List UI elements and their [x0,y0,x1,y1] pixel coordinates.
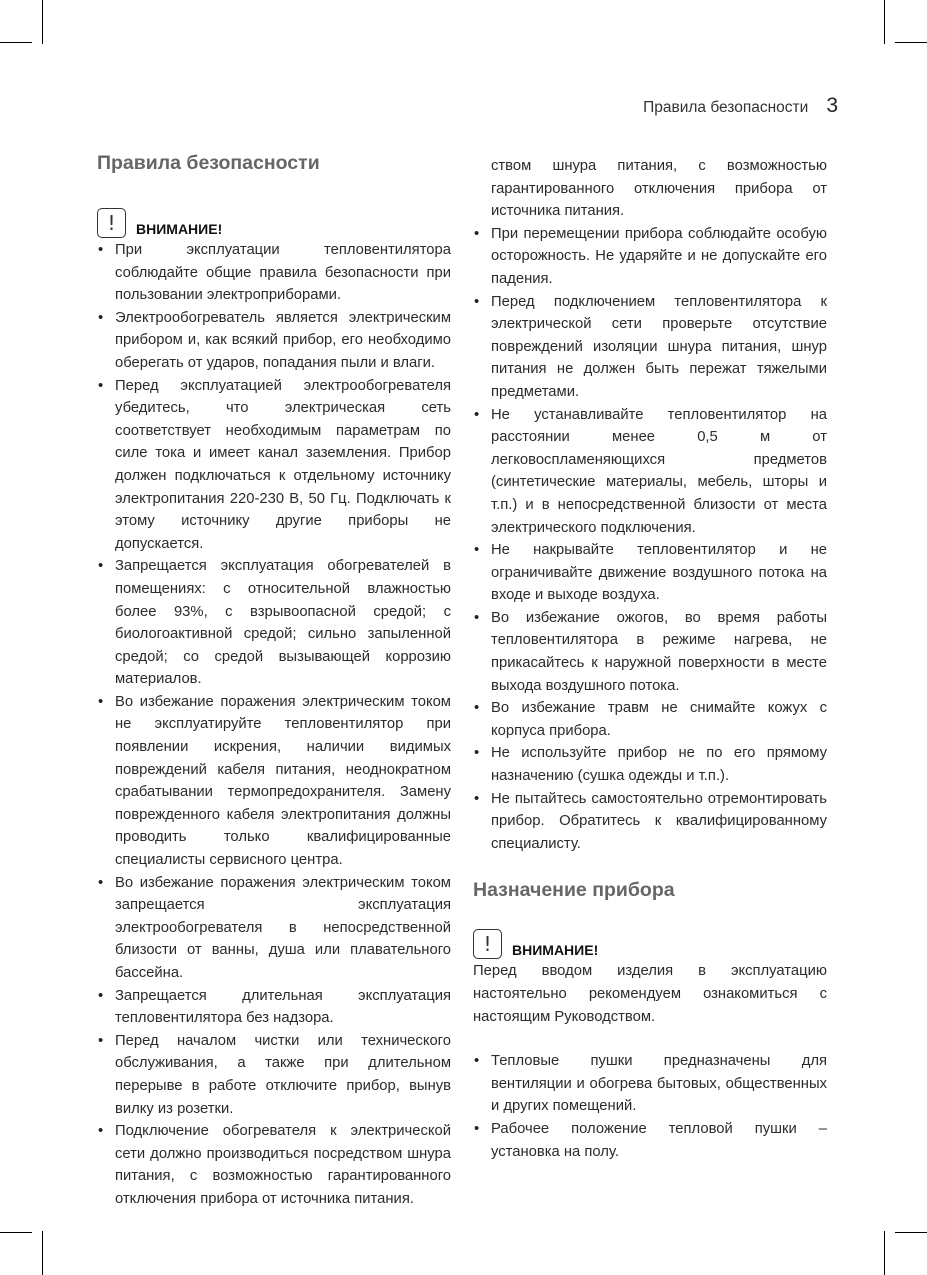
warning-label: ВНИМАНИЕ! [136,221,223,237]
list-item: • Рабочее положение тепловой пушки – установка на полу. [473,1118,827,1163]
purpose-list [473,1050,827,1163]
safety-list [97,239,451,1207]
crop-mark [0,1232,32,1233]
crop-mark [895,42,927,43]
list-item: • Подключение обогревателя к электрической сети должно производиться посредством шнура питания, с возможностью гарантированного отключения прибора от источника питания. [97,1120,451,1165]
crop-mark [884,0,885,44]
list-item: • При перемещении прибора соблюдайте особую осторожность. Не ударяйте и не допускайте его падения. [473,223,827,291]
warning-label: ВНИМАНИЕ! [512,942,599,959]
warning-icon: ! [97,208,126,238]
list-item-continuation: ством шнура питания, с возможностью гарантированного отключения прибора от источника питания. [491,158,827,220]
crop-mark [42,1231,43,1275]
crop-mark [0,42,32,43]
crop-mark [884,1231,885,1275]
list-item: • Не используйте прибор не по его прямому назначению (сушка одежды и т.п.). [473,742,827,787]
list-item: • Тепловые пушки предназначены для вентиляции и обогрева бытовых, общественных и других помещений. [473,1050,827,1118]
list-item: • Запрещается эксплуатация обогревателей в помещениях: с относительной влажностью более 93%, с взрывоопасной средой; с биологоактивной средой; сильно запыленной средой; со средой вызывающей коррозию материалов. [97,555,451,691]
crop-mark [895,1232,927,1233]
safety-warning [97,204,451,238]
right-column [473,155,827,1163]
safety-section-title: Правила безопасности [97,152,320,174]
page-number: 3 [826,94,838,117]
left-column [97,150,451,1207]
list-item: • Во избежание травм не снимайте кожух с корпуса прибора. [473,697,827,742]
safety-list-continued [473,223,827,856]
purpose-intro: Перед вводом изделия в эксплуатацию настоятельно рекомендуем ознакомиться с настоящим Руководством. [473,963,827,1025]
list-item: • Во избежание поражения электрическим током запрещается эксплуатация электрообогревателя в непосредственной близости от ванны, душа или плавательного бассейна. [97,872,451,985]
purpose-section-title: Назначение прибора [473,879,675,902]
list-item: • Перед подключением тепловентилятора к электрической сети проверьте отсутствие повреждений изоляции шнура питания, шнур питания не должен быть пережат тяжелыми предметами. [473,291,827,404]
list-item: • Перед началом чистки или технического обслуживания, а также при длительном перерыве в работе отключите прибор, вынув вилку из розетки. [97,1030,451,1120]
list-item: • Электрообогреватель является электрическим прибором и, как всякий прибор, его необходимо оберегать от ударов, попадания пыли и влаги. [97,307,451,375]
list-item: • Запрещается длительная эксплуатация тепловентилятора без надзора. [97,985,451,1030]
list-item: • При эксплуатации тепловентилятора соблюдайте общие правила безопасности при пользовании электроприборами. [97,239,451,307]
crop-mark [42,0,43,44]
list-item: • Не накрывайте тепловентилятор и не ограничивайте движение воздушного потока на входе и выходе воздуха. [473,539,827,607]
purpose-warning [473,925,827,959]
list-item: • Во избежание ожогов, во время работы тепловентилятора в режиме нагрева, не прикасайтесь к наружной поверхности в месте выхода воздушного потока. [473,607,827,697]
list-item: • Не устанавливайте тепловентилятор на расстоянии менее 0,5 м от легковоспламеняющихся предметов (синтетические материалы, мебель, шторы и т.п.) и в непосредственной близости от места электрического подключения. [473,404,827,540]
list-item: • Перед эксплуатацией электрообогревателя убедитесь, что электрическая сеть соответствует необходимым параметрам по силе тока и имеет канал заземления. Прибор должен подключаться к отдельному источнику электропитания 220-230 В, 50 Гц. Подключать к этому источнику другие приборы не допускается. [97,375,451,556]
list-item: • Во избежание поражения электрическим током не эксплуатируйте тепловентилятор при появлении искрения, наличии видимых повреждений кабеля питания, неоднократном срабатывании термопредохранителя. Замену поврежденного кабеля электропитания должны проводить только квалифицированные специалисты сервисного центра. [97,691,451,872]
warning-icon: ! [473,929,502,959]
list-item: • Не пытайтесь самостоятельно отремонтировать прибор. Обратитесь к квалифицированному специалисту. [473,788,827,856]
running-header [643,94,838,118]
running-title: Правила безопасности [643,99,809,116]
